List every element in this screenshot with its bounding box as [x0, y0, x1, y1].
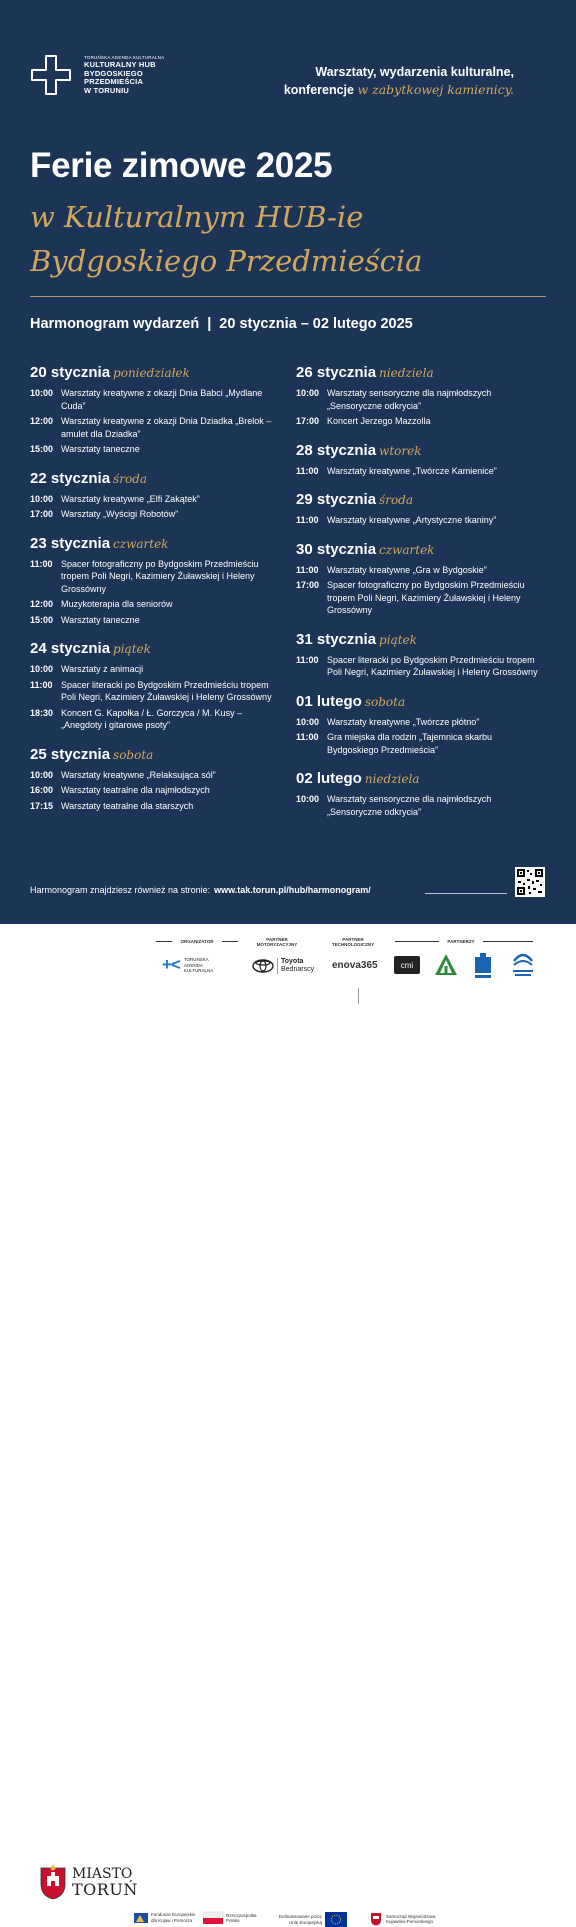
- day-weekday: czwartek: [379, 542, 435, 557]
- event-time: 11:00: [30, 679, 53, 690]
- footer-text: [30, 885, 371, 895]
- event-description: Spacer literacki po Bydgoskim Przedmieściu tropem Poli Negri, Kazimiery Żuławskiej i Heleny Grossówny: [327, 654, 538, 677]
- day-block: [296, 364, 546, 428]
- day-weekday: sobota: [364, 694, 406, 709]
- logo-line: W TORUNIU: [84, 85, 129, 95]
- event-time: 12:00: [30, 416, 54, 426]
- day-block: [296, 631, 546, 679]
- day-date: 31 stycznia: [296, 630, 377, 648]
- label-rule: [222, 941, 238, 942]
- sponsors-bar: [0, 924, 576, 1925]
- day-date: 01 lutego: [296, 692, 362, 710]
- event-description: Warsztaty kreatywne „Artystyczne tkaniny”: [327, 515, 497, 525]
- event-time: 11:00: [296, 564, 319, 575]
- event-row: [30, 679, 280, 704]
- event-description: Warsztaty teatralne dla najmłodszych: [61, 785, 210, 795]
- day-heading: [296, 631, 546, 648]
- footer-url-link[interactable]: www.tak.torun.pl/hub/harmonogram/: [214, 885, 371, 895]
- day-block: [30, 746, 280, 813]
- page-title: Ferie zimowe 2025: [30, 146, 333, 185]
- tech-partner-label: PARTNER TECHNOLOGICZNY: [331, 937, 375, 947]
- event-time: 10:00: [30, 493, 54, 504]
- city-logo: [40, 1864, 138, 1900]
- event-description: Warsztaty teatralne dla starszych: [61, 800, 194, 811]
- tak-mark-icon: +<: [162, 955, 180, 975]
- hub-logo-text: [84, 55, 164, 95]
- logo-line: PRZEDMIEŚCIA: [84, 77, 144, 86]
- event-time: 17:00: [296, 416, 320, 426]
- cmi-logo-icon: [394, 956, 420, 974]
- day-weekday: niedziela: [379, 366, 434, 380]
- event-time: 11:00: [296, 654, 319, 665]
- day-block: [30, 470, 280, 521]
- event-time: 15:00: [30, 614, 54, 625]
- event-description: Warsztaty taneczne: [61, 614, 140, 625]
- day-block: [30, 364, 280, 456]
- schedule-header: [30, 316, 413, 332]
- event-description: Warsztaty sensoryczne dla najmłodszych „Sensoryczne odkrycia”: [327, 388, 492, 411]
- event-row: [296, 465, 546, 478]
- day-date: 20 stycznia: [30, 364, 111, 381]
- event-row: [296, 564, 546, 577]
- toyota-dealer: [277, 958, 314, 974]
- event-row: [30, 508, 280, 521]
- event-row: [296, 716, 546, 729]
- event-row: [30, 387, 280, 412]
- tak-name: TORUŃSKA AGENDA KULTURALNA: [183, 957, 214, 973]
- footer-label: Harmonogram znajdziesz również na stronie:: [30, 885, 211, 895]
- event-row: [296, 387, 546, 412]
- tree-logo-icon: [434, 953, 458, 977]
- eu-flag-icon: [325, 1912, 347, 1927]
- tagline-line2: [284, 81, 514, 99]
- tagline-accent: w zabytkowej kamienicy.: [357, 82, 514, 97]
- partners-label: PARTNERZY: [447, 939, 475, 944]
- event-row: [30, 800, 280, 813]
- toyota-logo: [252, 958, 314, 974]
- event-description: Spacer fotograficzny po Bydgoskim Przedmieściu tropem Poli Negri, Kazimiery Żuławskiej i Heleny Grossówny: [327, 580, 525, 615]
- region-logo: [370, 1912, 454, 1926]
- event-description: Warsztaty kreatywne z okazji Dnia Dziadka „Brelok – amulet dla Dziadka”: [61, 416, 272, 439]
- city-line1: MIASTO: [72, 1866, 133, 1882]
- event-description: Warsztaty taneczne: [61, 444, 140, 454]
- event-time: 10:00: [296, 716, 320, 727]
- event-row: [30, 784, 280, 797]
- event-row: [30, 614, 280, 627]
- schedule-column-right: [296, 364, 546, 832]
- toyota-line1: Toyota: [281, 958, 304, 965]
- event-row: [296, 514, 546, 527]
- tagline-line1: Warsztaty, wydarzenia kulturalne,: [315, 65, 514, 79]
- region-crest-icon: [370, 1912, 382, 1926]
- moto-partner-label: PARTNER MOTORYZACYJNY: [256, 937, 298, 947]
- torun-crest-icon: [40, 1864, 66, 1900]
- logo-small-text: TORUŃSKA AGENDA KULTURALNA: [84, 55, 165, 60]
- event-row: [30, 769, 280, 782]
- event-row: [30, 443, 280, 456]
- event-row: [30, 707, 280, 732]
- logo-line: KULTURALNY HUB: [84, 60, 156, 69]
- day-weekday: niedziela: [364, 772, 420, 786]
- day-block: [296, 693, 546, 757]
- day-date: 30 stycznia: [296, 540, 377, 558]
- day-heading: [30, 640, 280, 657]
- event-time: 11:00: [30, 558, 53, 569]
- day-weekday: piątek: [113, 642, 151, 656]
- event-description: Muzykoterapia dla seniorów: [61, 599, 173, 609]
- event-row: [30, 493, 280, 506]
- event-row: [296, 415, 546, 428]
- qr-code-icon[interactable]: [515, 867, 545, 897]
- event-description: Spacer literacki po Bydgoskim Przedmieściu tropem Poli Negri, Kazimiery Żuławskiej i Heleny Grossówny: [61, 679, 272, 702]
- event-row: [30, 598, 280, 611]
- day-weekday: środa: [379, 493, 414, 507]
- day-date: 26 stycznia: [296, 364, 377, 381]
- day-heading: [296, 442, 546, 459]
- label-rule: [483, 941, 533, 942]
- day-weekday: wtorek: [379, 443, 422, 458]
- day-weekday: środa: [113, 471, 148, 486]
- event-description: Warsztaty kreatywne „Relaksująca sól”: [61, 769, 216, 780]
- event-time: 11:00: [296, 515, 319, 525]
- event-row: [30, 558, 280, 596]
- day-block: [296, 442, 546, 478]
- day-date: 25 stycznia: [30, 745, 111, 763]
- event-description: Warsztaty sensoryczne dla najmłodszych „Sensoryczne odkrycia”: [327, 794, 492, 817]
- event-time: 17:00: [30, 509, 54, 519]
- event-time: 16:00: [30, 785, 54, 795]
- event-description: Spacer fotograficzny po Bydgoskim Przedmieściu tropem Poli Negri, Kazimiery Żuławskiej i Heleny Grossówny: [61, 558, 259, 594]
- day-block: [30, 535, 280, 627]
- event-time: 17:00: [296, 580, 320, 590]
- logo-divider: [358, 988, 359, 1004]
- organizer-label: ORGANIZATOR: [180, 939, 214, 944]
- city-line2: TORUŃ: [72, 1880, 138, 1899]
- day-date: 02 lutego: [296, 770, 362, 787]
- event-description: Warsztaty kreatywne „Elfi Zakątek”: [61, 493, 200, 504]
- tagline-plain: konferencje: [283, 83, 358, 97]
- day-heading: [30, 746, 280, 763]
- enova-logo: enova365: [332, 960, 378, 971]
- event-time: 10:00: [30, 388, 54, 398]
- hub-logo: [30, 54, 164, 96]
- day-block: [296, 491, 546, 527]
- event-time: 15:00: [30, 444, 54, 454]
- event-row: [296, 731, 546, 756]
- label-rule: [156, 941, 172, 942]
- event-row: [296, 579, 546, 617]
- region-text: Samorząd Województwa Kujawsko-Pomorskiego: [386, 1913, 436, 1924]
- page-subtitle-line1: w Kulturalnym HUB-ie: [30, 200, 364, 234]
- day-block: [296, 541, 546, 617]
- day-heading: [296, 541, 546, 558]
- day-block: [296, 770, 546, 818]
- event-row: [296, 654, 546, 679]
- event-row: [30, 415, 280, 440]
- day-date: 23 stycznia: [30, 534, 111, 552]
- day-date: 22 stycznia: [30, 469, 111, 487]
- event-time: 11:00: [296, 465, 319, 476]
- tagline: [284, 64, 514, 99]
- logo-line: BYDGOSKIEGO: [84, 68, 143, 78]
- event-description: Gra miejska dla rodzin „Tajemnica skarbu Bydgoskiego Przedmieścia”: [327, 732, 493, 755]
- day-date: 24 stycznia: [30, 640, 111, 657]
- divider: [30, 296, 546, 297]
- event-time: 10:00: [30, 664, 54, 674]
- tak-logo: [162, 957, 228, 974]
- event-description: Warsztaty kreatywne „Gra w Bydgoskie”: [327, 564, 487, 575]
- event-description: Warsztaty „Wyścigi Robotów”: [61, 509, 179, 519]
- toyota-line2: Bednarscy: [281, 966, 315, 973]
- day-weekday: czwartek: [113, 536, 169, 551]
- schedule-column-left: [30, 364, 280, 826]
- eu-cofinanced-text: Dofinansowane przez Unię Europejską: [278, 1914, 322, 1925]
- svg-text:cmi: cmi: [400, 961, 414, 970]
- poland-flag-icon: [203, 1912, 223, 1924]
- day-heading: [30, 535, 280, 552]
- rp-logo: [203, 1912, 266, 1924]
- unitor-logo-icon: [473, 953, 493, 979]
- eu-funds-icon: [134, 1913, 148, 1923]
- event-description: Warsztaty kreatywne z okazji Dnia Babci „Mydlane Cuda”: [61, 388, 263, 411]
- schedule-separator: |: [207, 316, 212, 332]
- event-description: Koncert Jerzego Mazzolla: [327, 416, 431, 426]
- event-time: 17:15: [30, 800, 54, 811]
- schedule-dates: 20 stycznia – 02 lutego 2025: [219, 316, 413, 332]
- day-heading: [296, 364, 546, 381]
- poster: [0, 0, 576, 924]
- eu-funds-text: Fundusze Europejskie dla Kujaw i Pomorza: [151, 1912, 196, 1923]
- schedule-label: Harmonogram wydarzeń: [30, 316, 200, 332]
- day-heading: [30, 364, 280, 381]
- event-row: [296, 793, 546, 818]
- eu-funds-logo: [134, 1912, 197, 1923]
- event-time: 10:00: [30, 769, 54, 780]
- day-weekday: sobota: [113, 747, 154, 762]
- event-time: 10:00: [296, 794, 320, 804]
- event-description: Koncert G. Kapołka / Ł. Gorczyca / M. Kusy – „Anegdoty i gitarowe psoty”: [61, 707, 243, 730]
- day-heading: [296, 491, 546, 508]
- event-time: 10:00: [296, 388, 320, 398]
- label-rule: [395, 941, 439, 942]
- day-block: [30, 640, 280, 732]
- page-subtitle-line2: Bydgoskiego Przedmieścia: [30, 244, 423, 278]
- totalizator-logo-icon: [510, 951, 536, 979]
- toyota-emblem-icon: [252, 959, 274, 973]
- event-time: 18:30: [30, 707, 54, 718]
- day-date: 28 stycznia: [296, 441, 377, 459]
- event-description: Warsztaty z animacji: [61, 664, 144, 674]
- rp-text: Rzeczpospolita Polska: [226, 1912, 257, 1923]
- day-heading: [30, 470, 280, 487]
- day-weekday: poniedziałek: [113, 366, 190, 380]
- day-heading: [296, 693, 546, 710]
- hub-cross-icon: [30, 54, 72, 96]
- footer-underline: [425, 893, 507, 894]
- event-description: Warsztaty kreatywne „Twórcze płótno”: [327, 716, 480, 727]
- event-row: [30, 663, 280, 676]
- day-weekday: piątek: [379, 632, 417, 647]
- city-name: [72, 1866, 138, 1898]
- event-time: 12:00: [30, 599, 54, 609]
- event-time: 11:00: [296, 732, 319, 742]
- day-heading: [296, 770, 546, 787]
- day-date: 29 stycznia: [296, 491, 377, 508]
- event-description: Warsztaty kreatywne „Twórcze Kamienice”: [327, 465, 497, 476]
- eu-cofinanced-logo: [270, 1912, 347, 1927]
